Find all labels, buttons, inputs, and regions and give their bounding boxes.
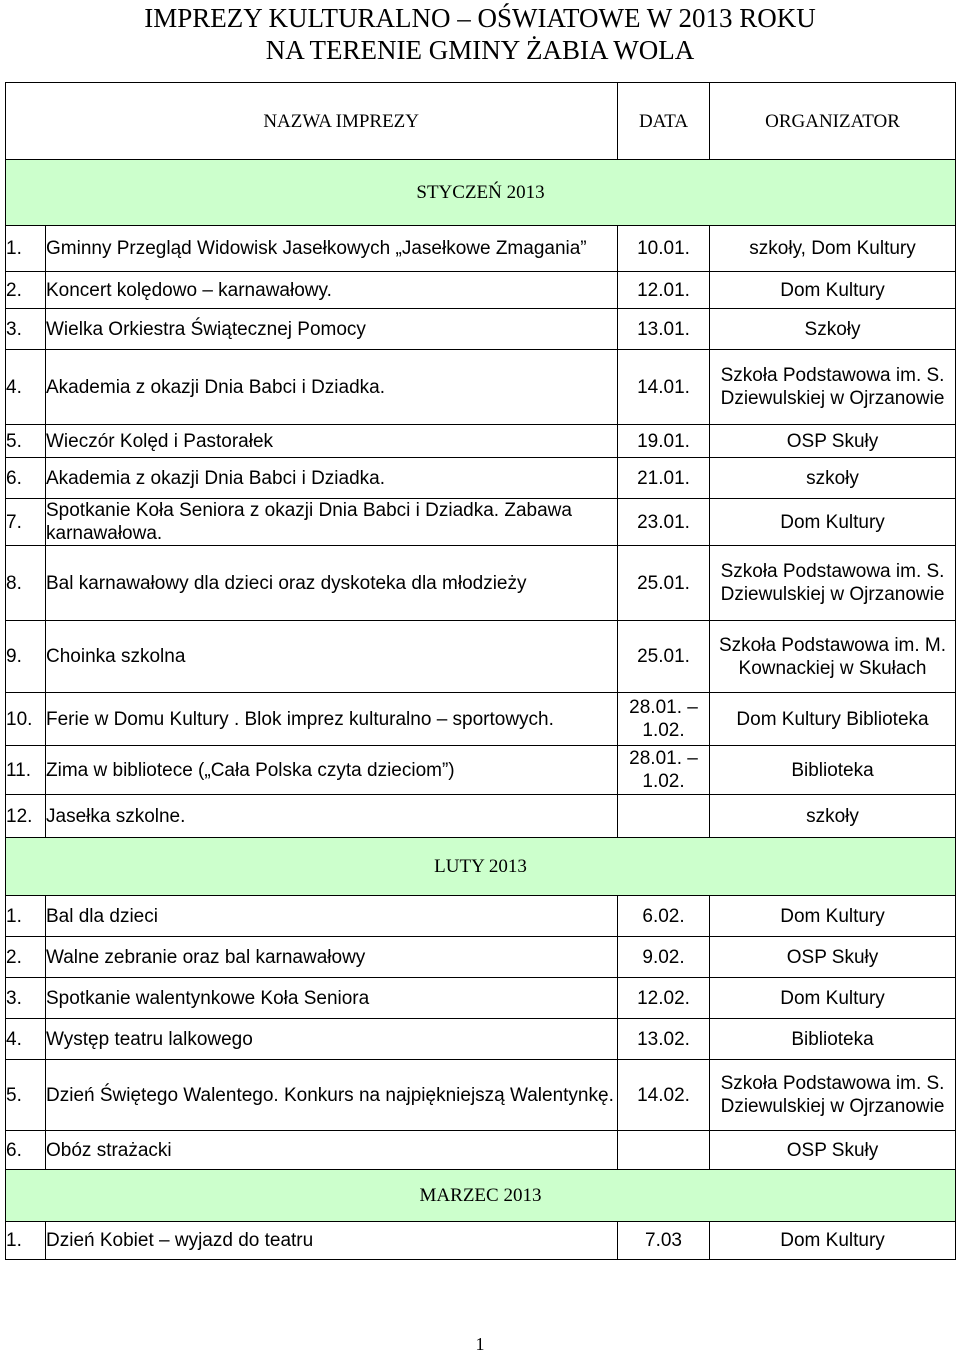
month-heading: STYCZEŃ 2013 [6, 160, 956, 226]
event-date: 28.01. – 1.02. [618, 746, 710, 795]
event-organizer: OSP Skuły [710, 937, 956, 978]
month-row [6, 1170, 956, 1222]
event-name: Spotkanie Koła Seniora z okazji Dnia Babci i Dziadka. Zabawa karnawałowa. [46, 499, 618, 546]
event-row [6, 746, 956, 795]
event-date: 6.02. [618, 896, 710, 937]
event-row [6, 795, 956, 838]
event-number: 5. [6, 1060, 46, 1131]
event-organizer: Biblioteka [710, 1019, 956, 1060]
event-row [6, 546, 956, 621]
event-name: Walne zebranie oraz bal karnawałowy [46, 937, 618, 978]
event-date [618, 1131, 710, 1170]
event-number: 9. [6, 621, 46, 693]
event-number: 1. [6, 896, 46, 937]
event-number: 1. [6, 1222, 46, 1260]
event-organizer: Dom Kultury [710, 499, 956, 546]
event-row [6, 226, 956, 272]
month-heading: LUTY 2013 [6, 838, 956, 896]
event-row [6, 1131, 956, 1170]
document-title [0, 2, 960, 66]
event-organizer: Dom Kultury Biblioteka [710, 693, 956, 746]
event-row [6, 937, 956, 978]
event-number: 1. [6, 226, 46, 272]
event-number: 8. [6, 546, 46, 621]
event-date: 14.01. [618, 350, 710, 425]
schedule-body [6, 160, 956, 1260]
event-organizer: Szkoła Podstawowa im. S. Dziewulskiej w Ojrzanowie [710, 1060, 956, 1131]
header-date: DATA [618, 83, 710, 160]
event-name: Obóz strażacki [46, 1131, 618, 1170]
event-name: Akademia z okazji Dnia Babci i Dziadka. [46, 350, 618, 425]
event-name: Koncert kolędowo – karnawałowy. [46, 272, 618, 309]
event-date: 19.01. [618, 425, 710, 458]
event-organizer: Dom Kultury [710, 896, 956, 937]
event-name: Gminny Przegląd Widowisk Jasełkowych „Jasełkowe Zmagania” [46, 226, 618, 272]
event-date: 23.01. [618, 499, 710, 546]
event-name: Choinka szkolna [46, 621, 618, 693]
event-name: Spotkanie walentynkowe Koła Seniora [46, 978, 618, 1019]
event-name: Akademia z okazji Dnia Babci i Dziadka. [46, 458, 618, 499]
event-organizer: szkoły, Dom Kultury [710, 226, 956, 272]
month-row [6, 838, 956, 896]
events-table [5, 82, 956, 1260]
event-organizer: Szkoła Podstawowa im. M. Kownackiej w Skułach [710, 621, 956, 693]
event-name: Występ teatru lalkowego [46, 1019, 618, 1060]
event-number: 4. [6, 350, 46, 425]
event-row [6, 309, 956, 350]
event-name: Bal karnawałowy dla dzieci oraz dyskoteka dla młodzieży [46, 546, 618, 621]
table-header-row [6, 83, 956, 160]
event-organizer: Szkoła Podstawowa im. S. Dziewulskiej w Ojrzanowie [710, 546, 956, 621]
event-row [6, 693, 956, 746]
event-date: 14.02. [618, 1060, 710, 1131]
event-name: Jasełka szkolne. [46, 795, 618, 838]
event-name: Dzień Kobiet – wyjazd do teatru [46, 1222, 618, 1260]
event-number: 12. [6, 795, 46, 838]
event-date: 28.01. – 1.02. [618, 693, 710, 746]
event-name: Wieczór Kolęd i Pastorałek [46, 425, 618, 458]
event-organizer: OSP Skuły [710, 1131, 956, 1170]
event-row [6, 499, 956, 546]
title-line-1: IMPREZY KULTURALNO – OŚWIATOWE W 2013 ROKU [144, 3, 816, 33]
event-date: 21.01. [618, 458, 710, 499]
header-organizer: ORGANIZATOR [710, 83, 956, 160]
event-date: 25.01. [618, 546, 710, 621]
event-organizer: Dom Kultury [710, 272, 956, 309]
event-row [6, 458, 956, 499]
event-date: 13.01. [618, 309, 710, 350]
event-date: 9.02. [618, 937, 710, 978]
event-organizer: Szkoły [710, 309, 956, 350]
event-name: Ferie w Domu Kultury . Blok imprez kulturalno – sportowych. [46, 693, 618, 746]
event-row [6, 1019, 956, 1060]
event-row [6, 1222, 956, 1260]
event-row [6, 896, 956, 937]
event-number: 3. [6, 978, 46, 1019]
event-number: 4. [6, 1019, 46, 1060]
month-heading: MARZEC 2013 [6, 1170, 956, 1222]
event-organizer: Szkoła Podstawowa im. S. Dziewulskiej w Ojrzanowie [710, 350, 956, 425]
event-date: 7.03 [618, 1222, 710, 1260]
event-number: 2. [6, 272, 46, 309]
event-organizer: Biblioteka [710, 746, 956, 795]
event-date: 12.02. [618, 978, 710, 1019]
event-row [6, 1060, 956, 1131]
event-date [618, 795, 710, 838]
event-organizer: OSP Skuły [710, 425, 956, 458]
header-name: NAZWA IMPREZY [6, 83, 618, 160]
event-number: 5. [6, 425, 46, 458]
event-number: 10. [6, 693, 46, 746]
event-organizer: szkoły [710, 458, 956, 499]
event-name: Zima w bibliotece („Cała Polska czyta dzieciom”) [46, 746, 618, 795]
event-number: 2. [6, 937, 46, 978]
event-date: 13.02. [618, 1019, 710, 1060]
title-line-2: NA TERENIE GMINY ŻABIA WOLA [265, 35, 695, 65]
event-name: Wielka Orkiestra Świątecznej Pomocy [46, 309, 618, 350]
event-row [6, 978, 956, 1019]
event-organizer: Dom Kultury [710, 978, 956, 1019]
event-row [6, 350, 956, 425]
month-row [6, 160, 956, 226]
page-number: 1 [475, 1334, 485, 1354]
event-number: 6. [6, 1131, 46, 1170]
event-name: Bal dla dzieci [46, 896, 618, 937]
event-number: 3. [6, 309, 46, 350]
event-organizer: szkoły [710, 795, 956, 838]
event-row [6, 621, 956, 693]
event-row [6, 425, 956, 458]
event-number: 7. [6, 499, 46, 546]
event-number: 6. [6, 458, 46, 499]
event-number: 11. [6, 746, 46, 795]
event-date: 25.01. [618, 621, 710, 693]
event-date: 10.01. [618, 226, 710, 272]
event-row [6, 272, 956, 309]
event-name: Dzień Świętego Walentego. Konkurs na najpiękniejszą Walentynkę. [46, 1060, 618, 1131]
event-organizer: Dom Kultury [710, 1222, 956, 1260]
event-date: 12.01. [618, 272, 710, 309]
